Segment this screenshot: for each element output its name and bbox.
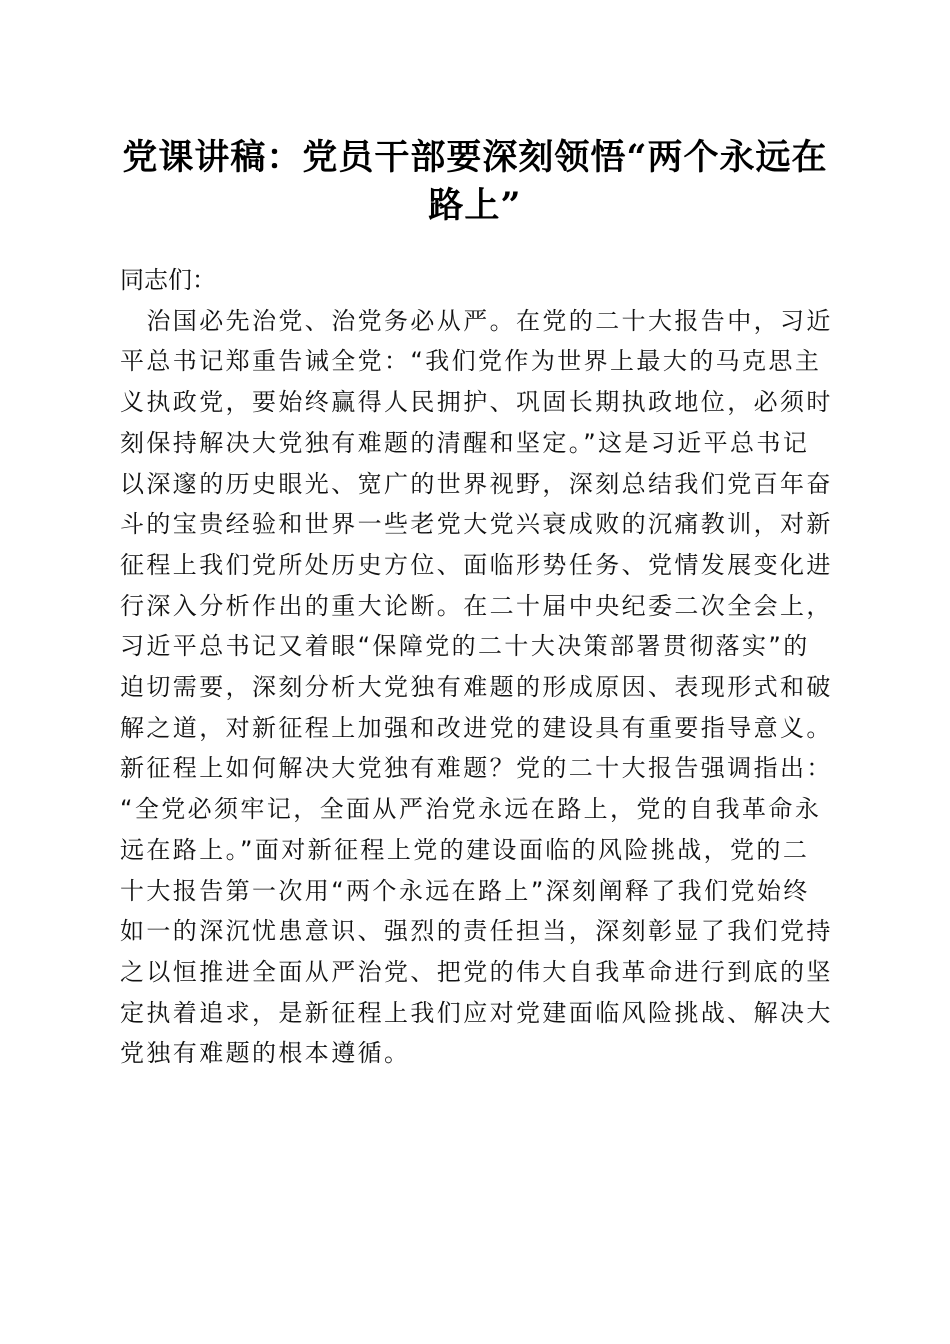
paragraph-line-18: 定执着追求，是新征程上我们应对党建面临风险挑战、解决大 <box>120 998 833 1027</box>
paragraph-line-7: 征程上我们党所处历史方位、面临形势任务、党情发展变化进 <box>120 550 833 579</box>
document-body <box>120 260 840 1074</box>
paragraph-line-12: 新征程上如何解决大党独有难题？党的二十大报告强调指出： <box>120 754 833 783</box>
paragraph-line-2: 平总书记郑重告诫全党：“我们党作为世界上最大的马克思主 <box>120 347 822 376</box>
paragraph-line-15: 十大报告第一次用“两个永远在路上”深刻阐释了我们党始终 <box>120 876 810 905</box>
paragraph-line-8: 行深入分析作出的重大论断。在二十届中央纪委二次全会上， <box>120 591 833 620</box>
document-title <box>110 134 840 230</box>
title-line-1: 党课讲稿：党员干部要深刻领悟“两个永远在 <box>122 137 828 178</box>
greeting: 同志们： <box>120 266 216 294</box>
paragraph-line-10: 迫切需要，深刻分析大党独有难题的形成原因、表现形式和破 <box>120 673 833 702</box>
paragraph-line-1: 治国必先治党、治党务必从严。在党的二十大报告中，习近 <box>120 306 833 335</box>
body-paragraph <box>120 301 840 1074</box>
paragraph-line-5: 以深邃的历史眼光、宽广的世界视野，深刻总结我们党百年奋 <box>120 469 833 498</box>
title-line-2: 路上” <box>428 185 522 226</box>
paragraph-line-19: 党独有难题的根本遵循。 <box>120 1039 411 1068</box>
paragraph-line-9: 习近平总书记又着眼“保障党的二十大决策部署贯彻落实”的 <box>120 632 810 661</box>
paragraph-line-17: 之以恒推进全面从严治党、把党的伟大自我革命进行到底的坚 <box>120 957 833 986</box>
paragraph-line-13: “全党必须牢记，全面从严治党永远在路上，党的自我革命永 <box>120 795 822 824</box>
paragraph-line-16: 如一的深沉忧患意识、强烈的责任担当，深刻彰显了我们党持 <box>120 917 833 946</box>
paragraph-line-6: 斗的宝贵经验和世界一些老党大党兴衰成败的沉痛教训，对新 <box>120 510 833 539</box>
paragraph-line-11: 解之道，对新征程上加强和改进党的建设具有重要指导意义。 <box>120 713 833 742</box>
paragraph-line-3: 义执政党，要始终赢得人民拥护、巩固长期执政地位，必须时 <box>120 388 833 417</box>
paragraph-line-4: 刻保持解决大党独有难题的清醒和坚定。”这是习近平总书记 <box>120 428 810 457</box>
paragraph-line-14: 远在路上。”面对新征程上党的建设面临的风险挑战，党的二 <box>120 835 810 864</box>
